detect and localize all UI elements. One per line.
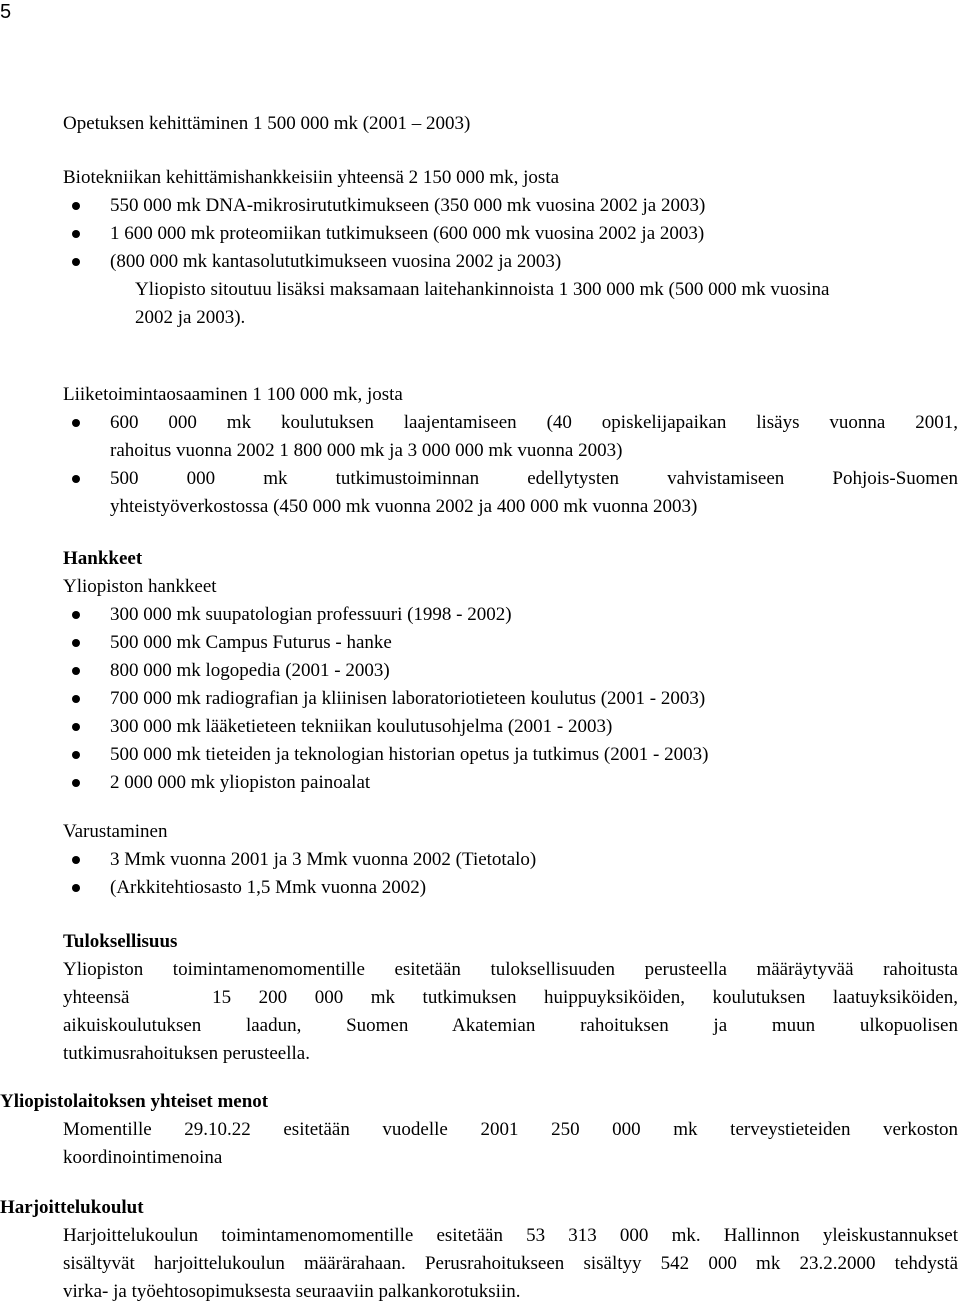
liike-item2-line2: yhteistyöverkostossa (450 000 mk vuonna 2002 ja 400 000 mk vuonna 2003): [110, 496, 698, 517]
harjoittelu-section: [0, 1194, 958, 1306]
list-item: [0, 465, 958, 521]
tuloksellisuus-heading: Tuloksellisuus: [63, 931, 178, 952]
varustaminen-list: [63, 846, 958, 902]
varustaminen-section: [63, 818, 958, 902]
liike-item1-line2: rahoitus vuonna 2002 1 800 000 mk ja 3 000 000 mk vuonna 2003): [110, 440, 623, 461]
liike-item2-line1: 500 000 mk tutkimustoiminnan edellytysten vahvistamiseen Pohjois-Suomen: [110, 468, 958, 489]
list-item: 300 000 mk suupatologian professuuri (1998 - 2002): [0, 601, 958, 629]
harjoittelu-line2: sisältyvät harjoittelukoulun määrärahaan. Perusrahoitukseen sisältyy 542 000 mk 23.2.2000 tehdystä: [63, 1253, 958, 1274]
tuloksellisuus-line3: aikuiskoulutuksen laadun, Suomen Akatemian rahoituksen ja muun ulkopuolisen: [63, 1015, 958, 1036]
list-item: 550 000 mk DNA-mikrosirututkimukseen (350 000 mk vuosina 2002 ja 2003): [0, 192, 958, 220]
biotek-section: [63, 164, 958, 332]
tuloksellisuus-line1: Yliopiston toimintamenomomentille esitetään tuloksellisuuden perusteella määräytyvää rahoitusta: [63, 959, 958, 980]
tuloksellisuus-line2: yhteensä 15 200 000 mk tutkimuksen huippuyksiköiden, koulutuksen laatuyksiköiden,: [63, 987, 958, 1008]
harjoittelu-heading: Harjoittelukoulut: [0, 1197, 144, 1218]
list-item: 3 Mmk vuonna 2001 ja 3 Mmk vuonna 2002 (Tietotalo): [0, 846, 958, 874]
opetus-line: [63, 110, 958, 138]
page-number: 5: [0, 1, 12, 23]
yhteiset-heading: Yliopistolaitoksen yhteiset menot: [0, 1091, 269, 1112]
yhteiset-body: [63, 1116, 958, 1172]
tuloksellisuus-section: [63, 928, 958, 1068]
yhteiset-line2: koordinointimenoina: [63, 1147, 223, 1168]
list-item: (800 000 mk kantasolututkimukseen vuosina 2002 ja 2003): [0, 248, 958, 276]
list-item: [0, 409, 958, 465]
yhteiset-section: [0, 1088, 958, 1172]
hankkeet-heading: Hankkeet: [63, 548, 143, 569]
opetus-text: Opetuksen kehittäminen 1 500 000 mk (2001 – 2003): [63, 113, 471, 134]
liike-list: [63, 409, 958, 521]
biotek-note: [135, 276, 958, 332]
list-item: 500 000 mk tieteiden ja teknologian historian opetus ja tutkimus (2001 - 2003): [0, 741, 958, 769]
biotek-note-line1: Yliopisto sitoutuu lisäksi maksamaan laitehankinnoista 1 300 000 mk (500 000 mk vuosina: [135, 279, 830, 300]
liike-item1-line1: 600 000 mk koulutuksen laajentamiseen (40 opiskelijapaikan lisäys vuonna 2001,: [110, 412, 958, 433]
tuloksellisuus-line4: tutkimusrahoituksen perusteella.: [63, 1043, 310, 1064]
biotek-list: [63, 192, 958, 276]
hankkeet-section: [63, 545, 958, 797]
list-item: 700 000 mk radiografian ja kliinisen laboratoriotieteen koulutus (2001 - 2003): [0, 685, 958, 713]
list-item: 300 000 mk lääketieteen tekniikan koulutusohjelma (2001 - 2003): [0, 713, 958, 741]
liike-heading: Liiketoimintaosaaminen 1 100 000 mk, josta: [63, 384, 403, 405]
liike-section: [63, 381, 958, 521]
list-item: 800 000 mk logopedia (2001 - 2003): [0, 657, 958, 685]
harjoittelu-body: [63, 1222, 958, 1306]
hankkeet-subheading: Yliopiston hankkeet: [63, 576, 217, 597]
biotek-heading: Biotekniikan kehittämishankkeisiin yhteensä 2 150 000 mk, josta: [63, 167, 560, 188]
list-item: 1 600 000 mk proteomiikan tutkimukseen (600 000 mk vuosina 2002 ja 2003): [0, 220, 958, 248]
hankkeet-list: [63, 601, 958, 797]
list-item: 500 000 mk Campus Futurus - hanke: [0, 629, 958, 657]
varustaminen-heading: Varustaminen: [63, 821, 168, 842]
list-item: (Arkkitehtiosasto 1,5 Mmk vuonna 2002): [0, 874, 958, 902]
harjoittelu-line1: Harjoittelukoulun toimintamenomomentille esitetään 53 313 000 mk. Hallinnon yleiskustannukset: [63, 1225, 958, 1246]
list-item: 2 000 000 mk yliopiston painoalat: [0, 769, 958, 797]
biotek-note-line2: 2002 ja 2003).: [135, 307, 246, 328]
yhteiset-line1: Momentille 29.10.22 esitetään vuodelle 2001 250 000 mk terveystieteiden verkoston: [63, 1119, 958, 1140]
harjoittelu-line3: virka- ja työehtosopimuksesta seuraaviin palkankorotuksiin.: [63, 1281, 521, 1302]
